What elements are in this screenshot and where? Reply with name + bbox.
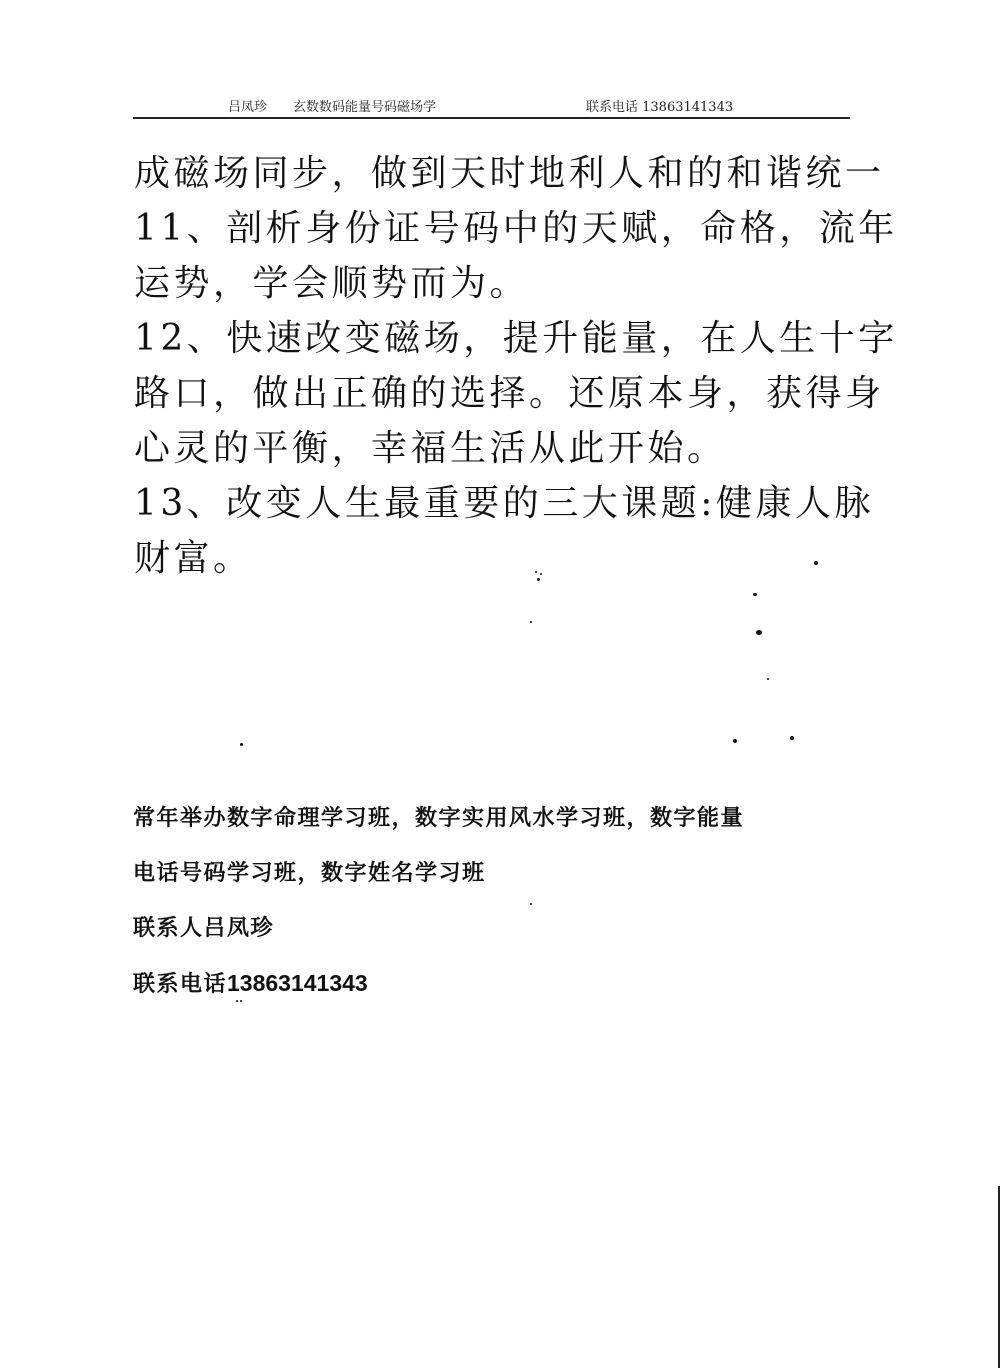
body-line: 财富。 (134, 538, 253, 579)
body-text (134, 146, 898, 586)
body-line: 路口，做出正确的选择。还原本身，获得身 (134, 373, 885, 414)
scan-speck (530, 621, 532, 623)
body-line: 运势，学会顺势而为。 (134, 263, 530, 304)
body-line: 成磁场同步，做到天时地利人和的和谐统一 (134, 153, 885, 194)
scan-speck (240, 743, 243, 746)
scan-speck (540, 573, 542, 575)
footer-advert (133, 798, 853, 1018)
header-title: 玄数数码能量号码磁场学 (293, 100, 437, 115)
header-rule (133, 117, 850, 119)
scan-speck (814, 561, 818, 565)
header-author: 吕凤珍 (228, 100, 268, 115)
scan-speck (535, 571, 537, 573)
classes-line-1: 常年举办数字命理学习班，数字实用风水学习班，数字能量 (133, 805, 745, 831)
header-contact: 联系电话 13863141343 (586, 100, 734, 115)
contact-phone (133, 963, 853, 1018)
page-header (133, 92, 850, 118)
body-line: 11、剖析身份证号码中的天赋，命格，流年 (134, 208, 898, 249)
phone-label: 联系电话 (133, 971, 228, 997)
scan-speck (733, 739, 737, 743)
contact-person: 联系人吕凤珍 (133, 915, 275, 941)
body-line: 心灵的平衡，幸福生活从此开始。 (134, 428, 727, 469)
scan-speck (537, 578, 540, 581)
scan-speck (790, 736, 794, 740)
scan-speck (236, 1000, 238, 1002)
body-line: 12、快速改变磁场，提升能量，在人生十字 (134, 318, 898, 359)
phone-number: 13863141343 (227, 970, 368, 996)
scan-speck (753, 593, 757, 596)
scan-speck (240, 1000, 242, 1002)
scan-speck (767, 678, 769, 680)
scan-speck (756, 630, 762, 635)
scan-speck (530, 903, 532, 905)
classes-line-2: 电话号码学习班，数字姓名学习班 (133, 860, 486, 886)
body-line: 13、改变人生最重要的三大课题:健康人脉 (134, 483, 874, 524)
